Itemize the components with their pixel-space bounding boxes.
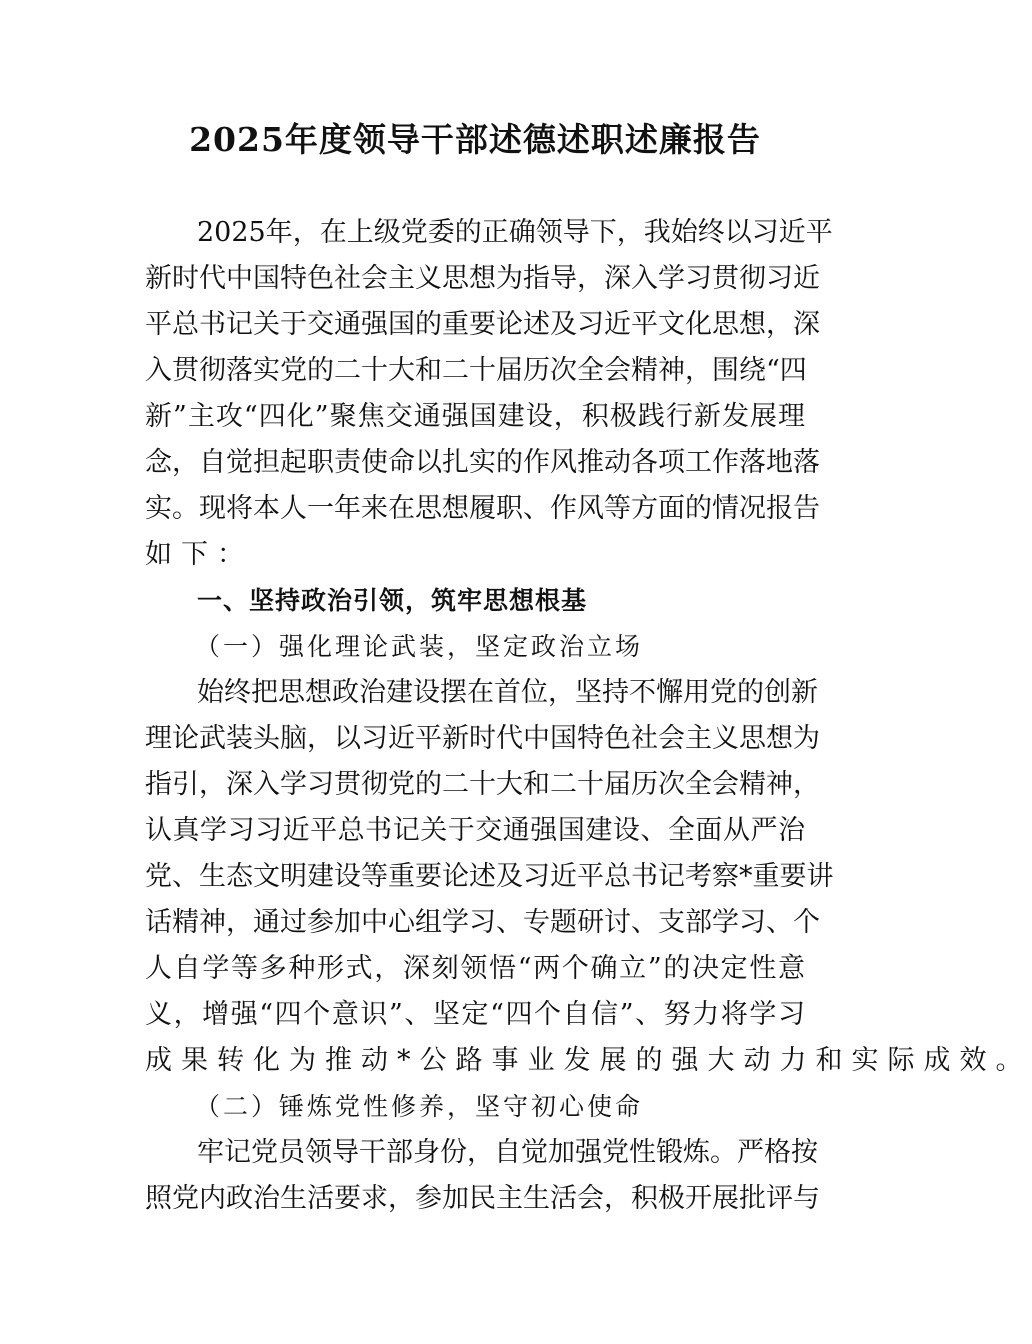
text-line: 认真学习习近平总书记关于交通强国建设、全面从严治 bbox=[145, 815, 805, 846]
document-body bbox=[145, 210, 1032, 1222]
text-line: 指引，深入学习贯彻党的二十大和二十届历次全会精神， bbox=[145, 769, 820, 800]
text-line: 理论武装头脑，以习近平新时代中国特色社会主义思想为 bbox=[145, 723, 820, 754]
text-line: 党、生态文明建设等重要论述及习近平总书记考察*重要讲 bbox=[145, 861, 834, 892]
text-line: 平总书记关于交通强国的重要论述及习近平文化思想，深 bbox=[145, 309, 820, 340]
text-line: 始终把思想政治建设摆在首位，坚持不懈用党的创新 bbox=[197, 677, 818, 708]
paragraph bbox=[145, 670, 1032, 1084]
text-line: 话精神，通过参加中心组学习、专题研讨、支部学习、个 bbox=[145, 907, 820, 938]
text-line: 2025年，在上级党委的正确领导下，我始终以习近平 bbox=[197, 217, 833, 248]
intro-paragraph bbox=[145, 210, 833, 578]
document-title: 2025年度领导干部述德述职述廉报告 bbox=[189, 120, 761, 159]
text-line: 如下： bbox=[145, 539, 253, 570]
text-line: 人自学等多种形式，深刻领悟“两个确立”的决定性意 bbox=[145, 953, 805, 984]
text-line: 新”主攻“四化”聚焦交通强国建设，积极践行新发展理 bbox=[145, 401, 805, 432]
subsection-heading: （二）锤炼党性修养，坚守初心使命 bbox=[195, 1092, 644, 1121]
text-line: 念，自觉担起职责使命以扎实的作风推动各项工作落地落 bbox=[145, 447, 820, 478]
text-line: 义，增强“四个意识”、坚定“四个自信”、努力将学习 bbox=[145, 999, 805, 1030]
text-line: 成果转化为推动*公路事业发展的强大动力和实际成效。 bbox=[145, 1045, 1032, 1076]
subsection-heading: （一）强化理论武装，坚定政治立场 bbox=[195, 632, 644, 661]
text-line: 实。现将本人一年来在思想履职、作风等方面的情况报告 bbox=[145, 493, 820, 524]
text-line: 照党内政治生活要求，参加民主生活会，积极开展批评与 bbox=[145, 1183, 820, 1214]
section-heading: 一、坚持政治引领，筑牢思想根基 bbox=[197, 586, 588, 615]
text-line: 入贯彻落实党的二十大和二十届历次全会精神，围绕“四 bbox=[145, 355, 807, 386]
text-line: 牢记党员领导干部身份，自觉加强党性锻炼。严格按 bbox=[197, 1137, 818, 1168]
text-line: 新时代中国特色社会主义思想为指导，深入学习贯彻习近 bbox=[145, 263, 820, 294]
paragraph bbox=[145, 1130, 820, 1222]
